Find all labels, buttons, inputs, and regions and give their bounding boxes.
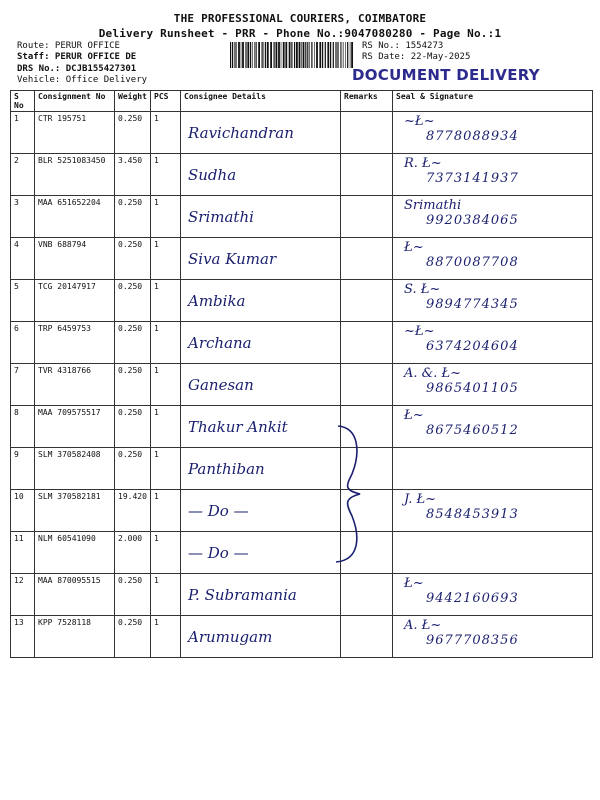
- consignee-name: P. Subramania: [188, 586, 297, 604]
- phone-number: 8870087708: [426, 255, 519, 270]
- barcode-bar: [316, 42, 318, 68]
- table-row: [11, 112, 593, 154]
- barcode-bar: [327, 42, 329, 68]
- weight-cell: 0.250: [115, 364, 151, 406]
- weight-cell: 0.250: [115, 322, 151, 364]
- col-consignment: Consignment No: [35, 91, 115, 112]
- table-row: [11, 154, 593, 196]
- barcode-bar: [247, 42, 249, 68]
- signature-cell: [393, 532, 593, 574]
- col-seal-signature: Seal & Signature: [393, 91, 593, 112]
- phone-number: 9865401105: [426, 381, 519, 396]
- consignee-name: Siva Kumar: [188, 250, 277, 268]
- consignment-cell: NLM 60541090: [35, 532, 115, 574]
- table-row: [11, 574, 593, 616]
- barcode-bar: [311, 42, 312, 68]
- pcs-cell: 1: [151, 616, 181, 658]
- table-row: [11, 238, 593, 280]
- weight-cell: 0.250: [115, 280, 151, 322]
- consignment-cell: SLM 370582408: [35, 448, 115, 490]
- consignee-name: — Do —: [188, 502, 249, 520]
- runsheet-table: [10, 90, 593, 658]
- consignee-name: Ambika: [188, 292, 246, 310]
- barcode-bar: [301, 42, 302, 68]
- barcode-bar: [285, 42, 287, 68]
- barcode-bar: [250, 42, 251, 68]
- consignment-cell: BLR 5251083450: [35, 154, 115, 196]
- phone-number: 9894774345: [426, 297, 519, 312]
- consignment-cell: TRP 6459753: [35, 322, 115, 364]
- signature-mark: J. Ł~: [404, 492, 437, 507]
- weight-cell: 0.250: [115, 406, 151, 448]
- pcs-cell: 1: [151, 322, 181, 364]
- runsheet-subtitle: Delivery Runsheet - PRR - Phone No.:9047080280 - Page No.:1: [98, 27, 502, 40]
- table-row: [11, 322, 593, 364]
- barcode-bar: [314, 42, 315, 68]
- signature-cell: [393, 616, 593, 658]
- signature-mark: Ł~: [404, 576, 424, 591]
- consignee-cell: [181, 532, 341, 574]
- vehicle-label: Vehicle: Office Delivery: [17, 75, 148, 85]
- barcode-image: [230, 42, 355, 68]
- signature-mark: A. Ł~: [404, 618, 442, 633]
- consignee-cell: [181, 616, 341, 658]
- col-consignee: Consignee Details: [181, 91, 341, 112]
- company-title: THE PROFESSIONAL COURIERS, COIMBATORE: [173, 12, 427, 25]
- consignee-cell: [181, 238, 341, 280]
- sno-cell: 11: [11, 532, 35, 574]
- signature-mark: ~Ł~: [404, 324, 435, 339]
- consignee-cell: [181, 112, 341, 154]
- route-label: Route: PERUR OFFICE: [17, 41, 120, 51]
- signature-cell: [393, 490, 593, 532]
- barcode-bar: [238, 42, 240, 68]
- consignment-cell: MAA 709575517: [35, 406, 115, 448]
- weight-cell: 0.250: [115, 448, 151, 490]
- signature-cell: [393, 112, 593, 154]
- weight-cell: 0.250: [115, 574, 151, 616]
- barcode-bar: [256, 42, 257, 68]
- consignee-cell: [181, 574, 341, 616]
- col-sno: S No: [11, 91, 35, 112]
- phone-number: 8778088934: [426, 129, 519, 144]
- barcode-bar: [291, 42, 292, 68]
- rs-date: RS Date: 22-May-2025: [362, 52, 471, 62]
- weight-cell: 2.000: [115, 532, 151, 574]
- table-row: [11, 406, 593, 448]
- signature-cell: [393, 238, 593, 280]
- barcode-bar: [330, 42, 331, 68]
- drs-label: DRS No.: DCJB155427301: [17, 64, 137, 74]
- col-pcs: PCS: [151, 91, 181, 112]
- phone-number: 9920384065: [426, 213, 519, 228]
- pcs-cell: 1: [151, 238, 181, 280]
- signature-cell: [393, 574, 593, 616]
- phone-number: 8675460512: [426, 423, 519, 438]
- table-row: [11, 490, 593, 532]
- sno-cell: 10: [11, 490, 35, 532]
- signature-mark: R. Ł~: [404, 156, 442, 171]
- barcode-bar: [267, 42, 269, 68]
- barcode-bar: [309, 42, 310, 68]
- rs-number: RS No.: 1554273: [362, 41, 444, 51]
- pcs-cell: 1: [151, 490, 181, 532]
- signature-cell: [393, 322, 593, 364]
- barcode-bar: [340, 42, 341, 68]
- barcode-bar: [278, 42, 280, 68]
- consignee-cell: [181, 196, 341, 238]
- pcs-cell: 1: [151, 574, 181, 616]
- consignee-name: — Do —: [188, 544, 249, 562]
- barcode-bar: [265, 42, 266, 68]
- consignee-name: Panthiban: [188, 460, 265, 478]
- consignee-cell: [181, 322, 341, 364]
- barcode-bar: [296, 42, 298, 68]
- consignment-cell: CTR 195751: [35, 112, 115, 154]
- barcode-bar: [258, 42, 260, 68]
- weight-cell: 19.420: [115, 490, 151, 532]
- table-row: [11, 280, 593, 322]
- consignee-name: Ravichandran: [188, 124, 294, 142]
- table-row: [11, 364, 593, 406]
- runsheet-table-wrap: [10, 90, 592, 658]
- weight-cell: 0.250: [115, 196, 151, 238]
- consignee-name: Thakur Ankit: [188, 418, 288, 436]
- table-header-row: [11, 91, 593, 112]
- remarks-cell: [341, 280, 393, 322]
- barcode-bar: [335, 42, 336, 68]
- barcode-bar: [276, 42, 278, 68]
- consignee-name: Archana: [188, 334, 252, 352]
- barcode-bar: [234, 42, 235, 68]
- pcs-cell: 1: [151, 280, 181, 322]
- weight-cell: 3.450: [115, 154, 151, 196]
- consignee-cell: [181, 406, 341, 448]
- barcode-bar: [325, 42, 326, 68]
- sno-cell: 8: [11, 406, 35, 448]
- signature-mark: Ł~: [404, 408, 424, 423]
- barcode-bar: [333, 42, 334, 68]
- consignment-cell: TCG 20147917: [35, 280, 115, 322]
- barcode-bar: [254, 42, 255, 68]
- pcs-cell: 1: [151, 448, 181, 490]
- signature-cell: [393, 406, 593, 448]
- col-remarks: Remarks: [341, 91, 393, 112]
- sno-cell: 13: [11, 616, 35, 658]
- sno-cell: 2: [11, 154, 35, 196]
- barcode-bar: [322, 42, 323, 68]
- signature-mark: Ł~: [404, 240, 424, 255]
- phone-number: 9442160693: [426, 591, 519, 606]
- pcs-cell: 1: [151, 364, 181, 406]
- col-weight: Weight: [115, 91, 151, 112]
- barcode-bar: [242, 42, 244, 68]
- sno-cell: 4: [11, 238, 35, 280]
- barcode-bar: [245, 42, 246, 68]
- barcode-bar: [264, 42, 265, 68]
- consignment-cell: MAA 651652204: [35, 196, 115, 238]
- barcode-bar: [347, 42, 348, 68]
- consignee-name: Srimathi: [188, 208, 254, 226]
- barcode-bar: [262, 42, 263, 68]
- remarks-cell: [341, 196, 393, 238]
- remarks-cell: [341, 154, 393, 196]
- signature-mark: S. Ł~: [404, 282, 441, 297]
- pcs-cell: 1: [151, 112, 181, 154]
- consignee-cell: [181, 280, 341, 322]
- signature-cell: [393, 196, 593, 238]
- barcode-bar: [270, 42, 272, 68]
- sno-cell: 7: [11, 364, 35, 406]
- consignee-name: Sudha: [188, 166, 237, 184]
- weight-cell: 0.250: [115, 238, 151, 280]
- barcode-bar: [241, 42, 242, 68]
- barcode-bar: [232, 42, 233, 68]
- remarks-cell: [341, 322, 393, 364]
- document-delivery-stamp: DOCUMENT DELIVERY: [352, 66, 540, 84]
- signature-mark: A. &. Ł~: [404, 366, 462, 381]
- pcs-cell: 1: [151, 196, 181, 238]
- consignee-name: Ganesan: [188, 376, 254, 394]
- pcs-cell: 1: [151, 532, 181, 574]
- consignment-cell: VNB 688794: [35, 238, 115, 280]
- consignment-cell: TVR 4318766: [35, 364, 115, 406]
- barcode-bar: [345, 42, 346, 68]
- consignee-cell: [181, 490, 341, 532]
- signature-mark: ~Ł~: [404, 114, 435, 129]
- sno-cell: 3: [11, 196, 35, 238]
- phone-number: 9677708356: [426, 633, 519, 648]
- pcs-cell: 1: [151, 406, 181, 448]
- consignee-cell: [181, 364, 341, 406]
- phone-number: 8548453913: [426, 507, 519, 522]
- remarks-cell: [341, 364, 393, 406]
- staff-label: Staff: PERUR OFFICE DE: [17, 52, 137, 62]
- barcode-bar: [350, 42, 351, 68]
- consignee-cell: [181, 448, 341, 490]
- ditto-brace-mark: [330, 424, 370, 564]
- barcode-bar: [307, 42, 308, 68]
- signature-mark: Srimathi: [404, 198, 462, 213]
- remarks-cell: [341, 574, 393, 616]
- barcode-bar: [294, 42, 295, 68]
- sno-cell: 9: [11, 448, 35, 490]
- barcode-bar: [281, 42, 282, 68]
- barcode-bar: [289, 42, 291, 68]
- table-row: [11, 616, 593, 658]
- weight-cell: 0.250: [115, 616, 151, 658]
- consignee-cell: [181, 154, 341, 196]
- consignment-cell: MAA 870095515: [35, 574, 115, 616]
- sno-cell: 1: [11, 112, 35, 154]
- barcode-bar: [299, 42, 301, 68]
- barcode-bar: [337, 42, 338, 68]
- barcode-bar: [343, 42, 344, 68]
- table-row: [11, 448, 593, 490]
- sno-cell: 6: [11, 322, 35, 364]
- remarks-cell: [341, 112, 393, 154]
- phone-number: 7373141937: [426, 171, 519, 186]
- consignee-name: Arumugam: [188, 628, 273, 646]
- barcode-bar: [230, 42, 231, 68]
- remarks-cell: [341, 616, 393, 658]
- signature-cell: [393, 280, 593, 322]
- phone-number: 6374204604: [426, 339, 519, 354]
- signature-cell: [393, 364, 593, 406]
- sno-cell: 12: [11, 574, 35, 616]
- barcode-bar: [303, 42, 305, 68]
- pcs-cell: 1: [151, 154, 181, 196]
- consignment-cell: SLM 370582181: [35, 490, 115, 532]
- weight-cell: 0.250: [115, 112, 151, 154]
- consignment-cell: KPP 7528118: [35, 616, 115, 658]
- barcode-bar: [235, 42, 236, 68]
- signature-cell: [393, 448, 593, 490]
- barcode-bar: [351, 42, 353, 68]
- barcode-bar: [305, 42, 306, 68]
- barcode-bar: [274, 42, 275, 68]
- barcode-bar: [319, 42, 321, 68]
- barcode-bar: [252, 42, 253, 68]
- signature-cell: [393, 154, 593, 196]
- remarks-cell: [341, 238, 393, 280]
- barcode-bar: [283, 42, 285, 68]
- table-row: [11, 532, 593, 574]
- barcode-bar: [342, 42, 343, 68]
- table-row: [11, 196, 593, 238]
- sno-cell: 5: [11, 280, 35, 322]
